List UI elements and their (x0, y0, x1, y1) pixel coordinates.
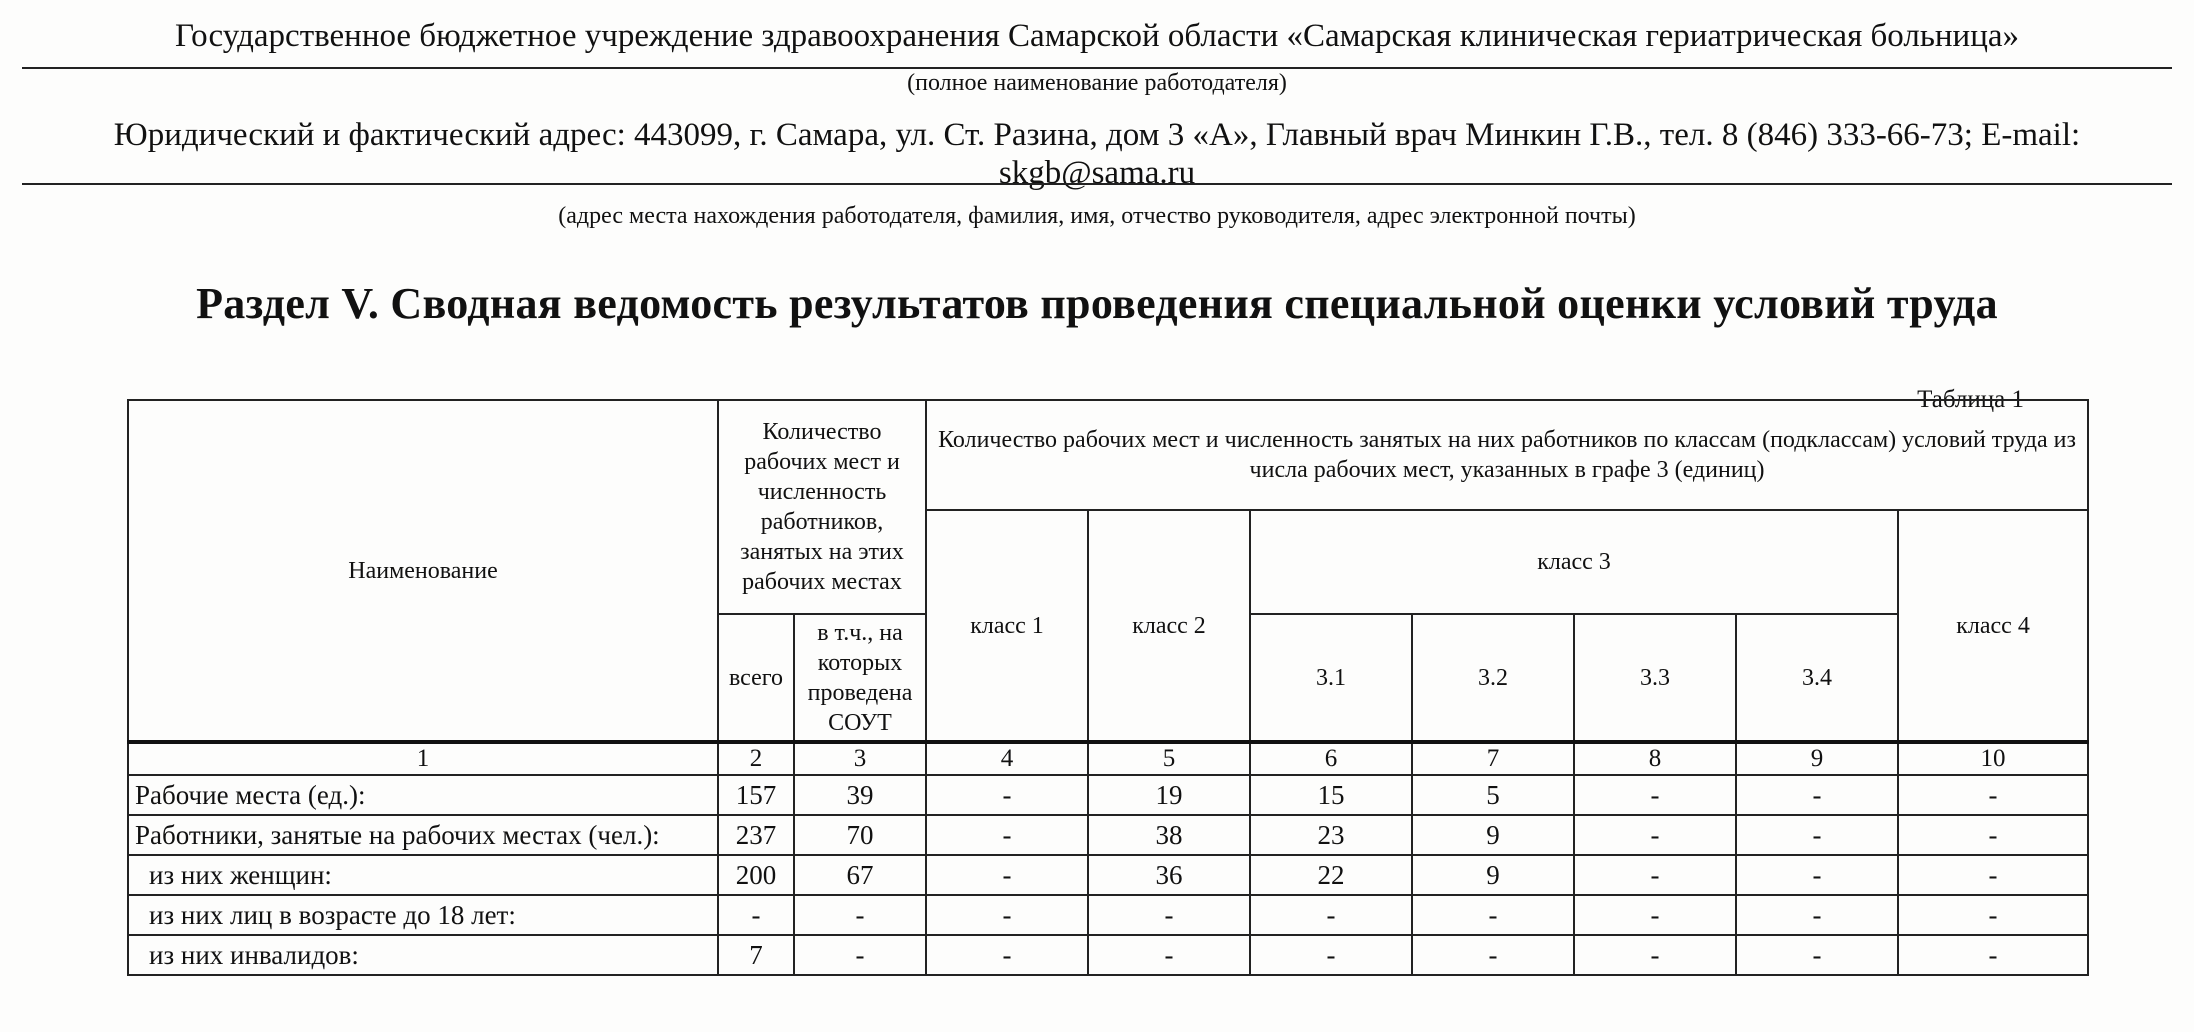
table-cell: - (1898, 815, 2088, 855)
table-cell: - (1898, 775, 2088, 815)
divider (22, 183, 2172, 185)
header-total: всего (718, 614, 794, 742)
divider (22, 67, 2172, 69)
table-row (128, 935, 2088, 975)
table-cell: - (926, 935, 1088, 975)
column-number: 3 (794, 742, 926, 775)
column-number: 2 (718, 742, 794, 775)
table-cell: - (926, 855, 1088, 895)
header-sub-3-3: 3.3 (1574, 614, 1736, 742)
table-cell: - (1574, 935, 1736, 975)
table-cell: 9 (1412, 855, 1574, 895)
table-cell: 67 (794, 855, 926, 895)
table-cell: 7 (718, 935, 794, 975)
table-cell: - (1412, 935, 1574, 975)
table-cell: - (1574, 775, 1736, 815)
table-row (128, 775, 2088, 815)
employer-name: Государственное бюджетное учреждение здравоохранения Самарской области «Самарская клиническая гериатрическая больница» (174, 18, 2020, 54)
table-cell: - (1574, 815, 1736, 855)
column-number: 7 (1412, 742, 1574, 775)
table-cell: 19 (1088, 775, 1250, 815)
column-number: 1 (128, 742, 718, 775)
table-row (128, 815, 2088, 855)
table-cell: - (1250, 935, 1412, 975)
row-label: из них женщин: (128, 855, 718, 895)
header-sub-3-2: 3.2 (1412, 614, 1574, 742)
row-label: из них инвалидов: (128, 935, 718, 975)
header-sub-3-4: 3.4 (1736, 614, 1898, 742)
header-class1: класс 1 (926, 510, 1088, 742)
table-cell: - (1736, 855, 1898, 895)
header-class4: класс 4 (1898, 510, 2088, 742)
table-cell: 5 (1412, 775, 1574, 815)
employer-address-line2: skgb@sama.ru (998, 155, 1196, 191)
header-classes-group: Количество рабочих мест и численность занятых на них работников по классам (подклассам) условий труда из числа рабочих мест, указанных в графе 3 (единиц) (926, 400, 2088, 510)
table-cell: 36 (1088, 855, 1250, 895)
table-cell: - (1250, 895, 1412, 935)
column-number: 8 (1574, 742, 1736, 775)
employer-address-line1: Юридический и фактический адрес: 443099, г. Самара, ул. Ст. Разина, дом 3 «А», Главный врач Минкин Г.В., тел. 8 (846) 333-66-73; E-mail: (113, 117, 2081, 153)
table-cell: - (1088, 935, 1250, 975)
header-name: Наименование (128, 400, 718, 742)
row-label: Работники, занятые на рабочих местах (чел.): (128, 815, 718, 855)
table-cell: - (1898, 935, 2088, 975)
column-number: 5 (1088, 742, 1250, 775)
row-label: Рабочие места (ед.): (128, 775, 718, 815)
header-count-group: Количество рабочих мест и численность работников, занятых на этих рабочих местах (718, 400, 926, 614)
table-cell: 70 (794, 815, 926, 855)
table-cell: 38 (1088, 815, 1250, 855)
table-label: Таблица 1 (1917, 386, 2024, 413)
row-label: из них лиц в возрасте до 18 лет: (128, 895, 718, 935)
table-cell: 39 (794, 775, 926, 815)
table-cell: - (1736, 935, 1898, 975)
table-cell: - (794, 895, 926, 935)
table-cell: - (1898, 895, 2088, 935)
table-row (128, 895, 2088, 935)
table-cell: - (1736, 815, 1898, 855)
table-cell: - (718, 895, 794, 935)
summary-table (127, 399, 2089, 976)
table-cell: 22 (1250, 855, 1412, 895)
table-cell: 15 (1250, 775, 1412, 815)
column-number: 9 (1736, 742, 1898, 775)
column-number: 4 (926, 742, 1088, 775)
table-cell: 157 (718, 775, 794, 815)
table-cell: - (1574, 895, 1736, 935)
table-cell: 9 (1412, 815, 1574, 855)
table-cell: - (1736, 895, 1898, 935)
table-cell: 200 (718, 855, 794, 895)
column-number: 10 (1898, 742, 2088, 775)
column-number: 6 (1250, 742, 1412, 775)
table-cell: - (926, 775, 1088, 815)
table-cell: 23 (1250, 815, 1412, 855)
table-cell: - (1898, 855, 2088, 895)
table-cell: - (926, 895, 1088, 935)
table-cell: - (794, 935, 926, 975)
table-cell: - (926, 815, 1088, 855)
table-row (128, 855, 2088, 895)
header-sout: в т.ч., на которых проведена СОУТ (794, 614, 926, 742)
header-class3: класс 3 (1250, 510, 1898, 614)
header-sub-3-1: 3.1 (1250, 614, 1412, 742)
table-cell: - (1574, 855, 1736, 895)
column-number-row (128, 742, 2088, 775)
table-cell: - (1736, 775, 1898, 815)
table-cell: - (1412, 895, 1574, 935)
employer-name-caption: (полное наименование работодателя) (907, 70, 1287, 96)
section-title: Раздел V. Сводная ведомость результатов проведения специальной оценки условий труда (196, 279, 1998, 328)
header-class2: класс 2 (1088, 510, 1250, 742)
table-cell: - (1088, 895, 1250, 935)
employer-address-caption: (адрес места нахождения работодателя, фамилия, имя, отчество руководителя, адрес электронной почты) (558, 203, 1636, 229)
table-cell: 237 (718, 815, 794, 855)
